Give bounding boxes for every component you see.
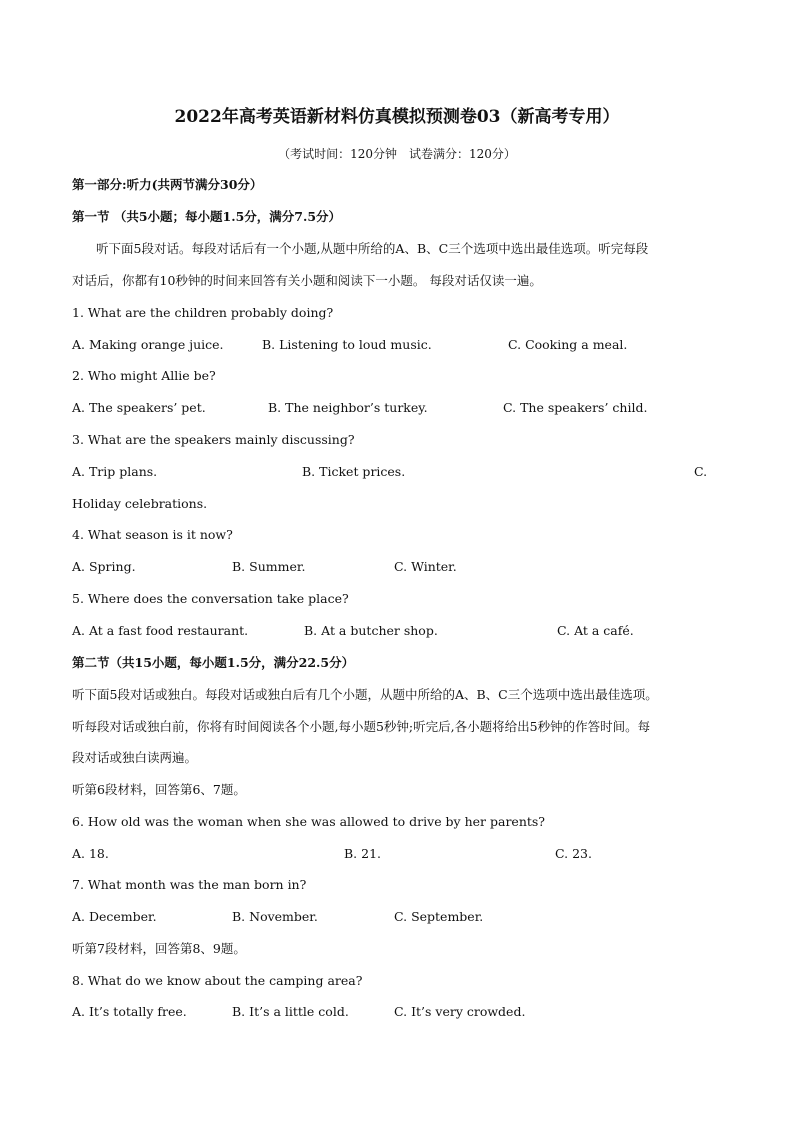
section1-heading: 第一节 （共5小题；每小题1.5分，满分7.5分） (72, 209, 342, 224)
question-1-option-a: A. Making orange juice. (72, 337, 224, 352)
question-6-option-a: A. 18. (72, 846, 109, 861)
question-3-option-c-label: C. (694, 464, 708, 479)
section2-instructions-line1: 听下面5段对话或独白。每段对话或独白后有几个小题，从题中所给的A、B、C三个选项中选出最佳选项。 (72, 687, 658, 702)
question-2-option-b: B. The neighbor’s turkey. (268, 400, 428, 415)
question-8-option-c: C. It’s very crowded. (394, 1004, 526, 1019)
question-6-option-c: C. 23. (555, 846, 592, 861)
question-7-option-b: B. November. (232, 909, 318, 924)
page-title: 2022年高考英语新材料仿真模拟预测卷03（新高考专用） (174, 107, 620, 127)
question-6-option-b: B. 21. (344, 846, 382, 861)
question-2-stem: 2. Who might Allie be? (72, 368, 216, 383)
question-5-stem: 5. Where does the conversation take place? (72, 591, 349, 606)
question-8-stem: 8. What do we know about the camping area? (72, 973, 363, 988)
question-7-stem: 7. What month was the man born in? (72, 877, 307, 892)
question-4-option-b: B. Summer. (232, 559, 306, 574)
question-2-option-a: A. The speakers’ pet. (72, 400, 206, 415)
section2-instructions-line2: 听每段对话或独白前，你将有时间阅读各个小题,每小题5秒钟;听完后,各小题将给出5秒钟的作答时间。每 (72, 719, 651, 734)
material-7-instruction: 听第7段材料，回答第8、9题。 (72, 941, 246, 956)
question-5-option-c: C. At a café. (557, 623, 634, 638)
question-5-option-b: B. At a butcher shop. (304, 623, 438, 638)
question-1-option-c: C. Cooking a meal. (508, 337, 628, 352)
exam-info: （考试时间：120分钟 试卷满分：120分） (278, 147, 516, 161)
question-5-option-a: A. At a fast food restaurant. (72, 623, 249, 638)
question-7-option-c: C. September. (394, 909, 484, 924)
question-8-option-a: A. It’s totally free. (72, 1004, 187, 1019)
part1-heading: 第一部分:听力(共两节满分30分） (72, 177, 263, 192)
question-4-option-c: C. Winter. (394, 559, 457, 574)
question-3-option-a: A. Trip plans. (72, 464, 158, 479)
section1-instructions-line2: 对话后，你都有10秒钟的时间来回答有关小题和阅读下一小题。 每段对话仅读一遍。 (72, 273, 542, 288)
section1-instructions-line1: 听下面5段对话。每段对话后有一个小题,从题中所给的A、B、C三个选项中选出最佳选项。听完每段 (96, 241, 649, 256)
question-7-option-a: A. December. (72, 909, 157, 924)
question-8-option-b: B. It’s a little cold. (232, 1004, 349, 1019)
material-6-instruction: 听第6段材料，回答第6、7题。 (72, 782, 246, 797)
question-3-option-b: B. Ticket prices. (302, 464, 406, 479)
section2-heading: 第二节（共15小题，每小题1.5分，满分22.5分） (72, 655, 355, 670)
question-1-option-b: B. Listening to loud music. (262, 337, 432, 352)
question-3-stem: 3. What are the speakers mainly discussing? (72, 432, 355, 447)
question-6-stem: 6. How old was the woman when she was allowed to drive by her parents? (72, 814, 546, 829)
question-2-option-c: C. The speakers’ child. (503, 400, 648, 415)
question-4-option-a: A. Spring. (72, 559, 136, 574)
question-4-stem: 4. What season is it now? (72, 527, 233, 542)
section2-instructions-line3: 段对话或独白读两遍。 (72, 750, 198, 765)
question-1-stem: 1. What are the children probably doing? (72, 305, 334, 320)
question-3-option-c: Holiday celebrations. (72, 496, 208, 511)
